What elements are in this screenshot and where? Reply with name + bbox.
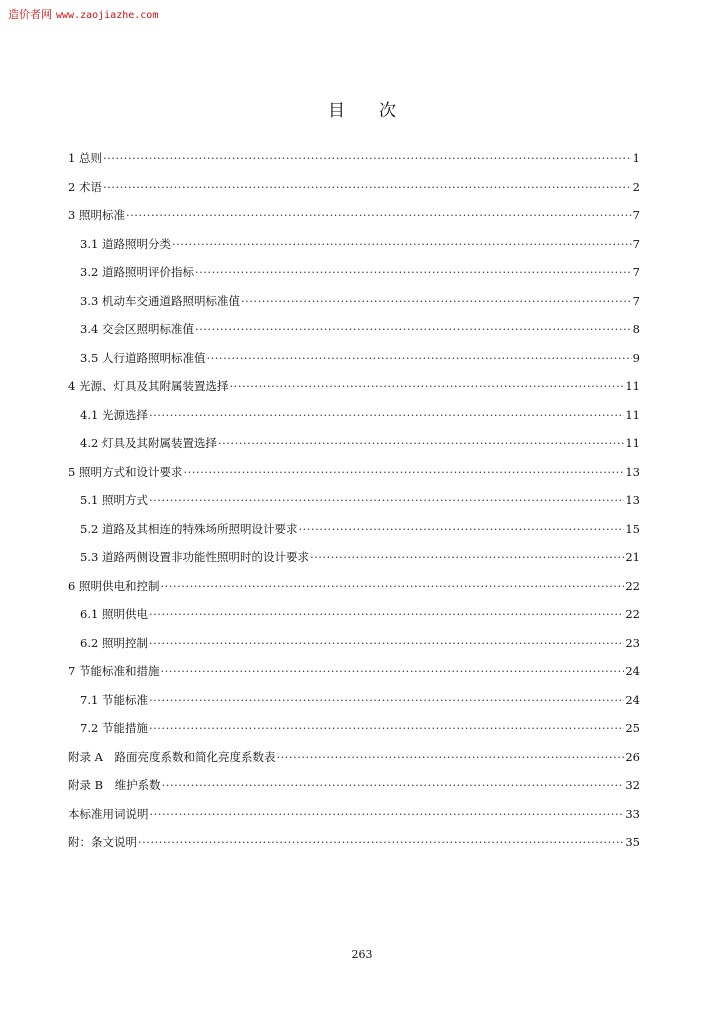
toc-entry-page: 2 [632,179,640,194]
toc-entry[interactable] [68,148,640,177]
toc-entry-page: 7 [632,208,640,222]
toc-dot-leader [162,775,625,795]
toc-entry-label: 4.1 光源选择 [80,407,148,422]
toc-entry-label: 本标准用词说明 [68,806,149,821]
toc-entry[interactable] [68,718,640,747]
toc-entry-label: 3.3 机动车交通道路照明标准值 [80,293,240,308]
toc-entry-page: 13 [625,464,640,479]
toc-dot-leader [149,633,624,653]
toc-entry-page: 23 [625,635,640,650]
toc-entry-label: 5.2 道路及其相连的特殊场所照明设计要求 [80,521,298,536]
toc-entry-label: 3.5 人行道路照明标准值 [80,350,206,365]
toc-dot-leader [206,348,631,368]
toc-entry[interactable] [68,804,640,833]
toc-dot-leader [138,832,624,852]
toc-entry[interactable] [68,690,640,719]
toc-entry-label: 3.2 道路照明评价指标 [80,265,194,279]
toc-entry-label: 附录 B 维护系数 [68,778,161,792]
toc-entry-label: 1 总则 [68,151,102,165]
toc-entry-page: 22 [625,578,640,593]
toc-dot-leader [149,718,624,738]
toc-entry[interactable] [68,490,640,519]
toc-entry[interactable] [68,604,640,633]
toc-entry[interactable] [68,405,640,434]
toc-entry-label: 7.1 节能标准 [80,692,148,707]
toc-dot-leader [149,690,624,710]
toc-entry-page: 7 [632,265,640,279]
toc-entry[interactable] [68,262,640,291]
toc-entry-page: 25 [625,721,640,735]
toc-entry[interactable] [68,205,640,234]
toc-entry[interactable] [68,433,640,462]
toc-entry-label: 5.1 照明方式 [80,493,148,507]
toc-entry[interactable] [68,747,640,776]
toc-dot-leader [310,547,624,567]
toc-dot-leader [241,291,632,311]
toc-entry-page: 11 [625,407,640,422]
toc-entry-label: 6.1 照明供电 [80,607,148,621]
watermark-url: www.zaojiazhe.com [56,10,159,21]
toc-dot-leader [149,490,624,510]
toc-entry[interactable] [68,319,640,348]
toc-entry-label: 5 照明方式和设计要求 [68,464,183,479]
page-number: 263 [351,948,373,961]
toc-entry-label: 7.2 节能措施 [80,721,148,735]
toc-dot-leader [149,604,624,624]
page-title: 目次 [328,101,430,121]
toc-dot-leader [126,205,632,225]
toc-entry-page: 7 [632,293,640,308]
toc-entry-label: 6.2 照明控制 [80,635,148,650]
toc-entry-label: 2 术语 [68,179,102,194]
toc-dot-leader [172,234,632,254]
toc-entry-page: 35 [625,835,640,849]
toc-entry[interactable] [68,547,640,576]
toc-dot-leader [298,519,624,539]
toc-entry-label: 4 光源、灯具及其附属装置选择 [68,379,229,393]
toc-entry-label: 5.3 道路两侧设置非功能性照明时的设计要求 [80,550,309,564]
watermark-site-name: 造价者网 [8,8,52,21]
toc-dot-leader [149,405,624,425]
toc-entry-page: 21 [625,550,640,564]
toc-entry[interactable] [68,234,640,263]
toc-entry-page: 7 [632,236,640,251]
toc-entry-page: 8 [632,322,640,336]
toc-entry[interactable] [68,519,640,548]
toc-dot-leader [276,747,624,767]
toc-entry[interactable] [68,832,640,861]
toc-entry-page: 11 [625,436,640,450]
toc-entry[interactable] [68,576,640,605]
toc-entry[interactable] [68,376,640,405]
toc-entry-page: 15 [625,521,640,536]
toc-entry[interactable] [68,291,640,320]
toc-entry[interactable] [68,348,640,377]
table-of-contents [68,148,640,861]
toc-entry-page: 11 [625,379,640,393]
toc-entry-page: 24 [625,664,640,678]
toc-entry[interactable] [68,633,640,662]
toc-entry-label: 7 节能标准和措施 [68,664,160,678]
toc-entry-page: 22 [625,607,640,621]
toc-entry-label: 附录 A 路面亮度系数和简化亮度系数表 [68,749,276,764]
toc-entry-page: 32 [625,778,640,792]
toc-entry-page: 26 [625,749,640,764]
toc-dot-leader [195,319,632,339]
toc-dot-leader [229,376,624,396]
watermark [8,6,158,22]
toc-entry-page: 1 [632,151,640,165]
toc-entry[interactable] [68,661,640,690]
toc-dot-leader [183,462,624,482]
toc-entry-label: 附：条文说明 [68,835,137,849]
toc-dot-leader [150,804,625,824]
toc-entry-label: 3.4 交会区照明标准值 [80,322,194,336]
toc-dot-leader [103,148,632,168]
toc-entry-label: 4.2 灯具及其附属装置选择 [80,436,217,450]
toc-entry-page: 33 [625,806,640,821]
toc-entry[interactable] [68,462,640,491]
toc-entry[interactable] [68,775,640,804]
toc-entry[interactable] [68,177,640,206]
toc-dot-leader [160,661,624,681]
toc-entry-label: 6 照明供电和控制 [68,578,160,593]
toc-entry-page: 9 [632,350,640,365]
toc-entry-page: 24 [625,692,640,707]
toc-dot-leader [218,433,624,453]
toc-entry-label: 3 照明标准 [68,208,125,222]
toc-entry-label: 3.1 道路照明分类 [80,236,171,251]
toc-dot-leader [195,262,632,282]
toc-entry-page: 13 [625,493,640,507]
toc-dot-leader [160,576,624,596]
toc-dot-leader [103,177,632,197]
